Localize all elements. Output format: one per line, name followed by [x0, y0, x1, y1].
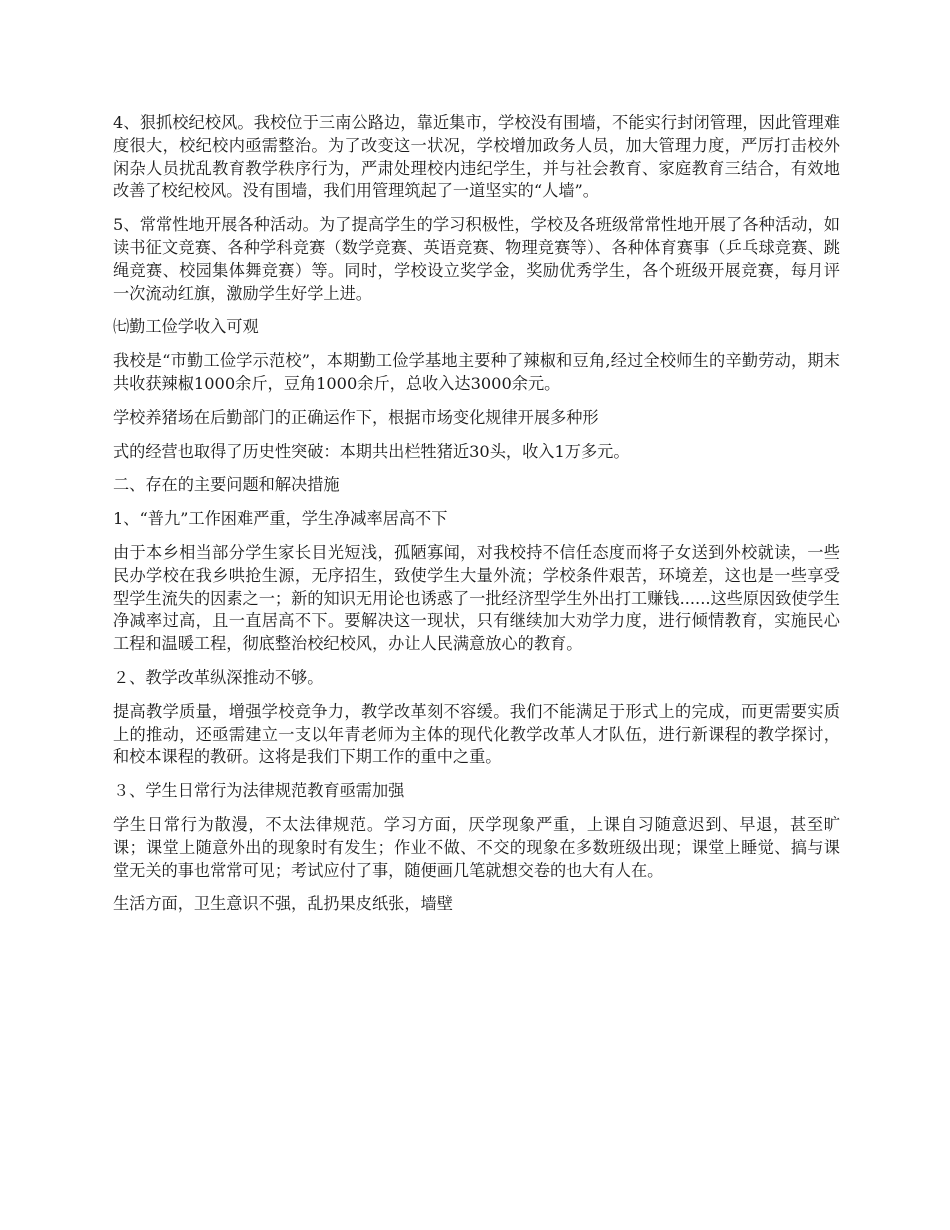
paragraph-hygiene: 生活方面，卫生意识不强，乱扔果皮纸张，墙壁 [113, 894, 453, 914]
heading-problem-1: 1、“普九”工作困难严重，学生净减率居高不下 [113, 509, 448, 529]
heading-work-study: ㈦勤工俭学收入可观 [113, 317, 259, 337]
heading-problem-3: ３、学生日常行为法律规范教育亟需加强 [113, 781, 405, 801]
paragraph-work-study-base: 我校是“市勤工俭学示范校”，本期勤工俭学基地主要种了辣椒和豆角,经过全校师生的辛勤劳动，期末共收获辣椒1000余斤，豆角1000余斤，总收入达3000余元。 [113, 351, 840, 393]
paragraph-problem-1: 由于本乡相当部分学生家长目光短浅，孤陋寡闻，对我校持不信任态度而将子女送到外校就读，一些民办学校在我乡哄抢生源，无序招生，致使学生大量外流；学校条件艰苦，环境差，这也是一些享受型学生流失的因素之一；新的知识无用论也诱惑了一批经济型学生外出打工赚钱......这些原因致使学生净减率过高，且一直居高不下。要解决这一现状，只有继续加大劝学力度，进行倾情教育，实施民心工程和温暖工程，彻底整治校纪校风，办让人民满意放心的教育。 [113, 542, 840, 654]
paragraph-problem-2: 提高教学质量，增强学校竞争力，教学改革刻不容缓。我们不能满足于形式上的完成，而更需要实质上的推动，还亟需建立一支以年青老师为主体的现代化教学改革人才队伍，进行新课程的教学探讨，和校本课程的教研。这将是我们下期工作的重中之重。 [113, 701, 840, 767]
heading-problem-2: ２、教学改革纵深推动不够。 [113, 667, 324, 687]
paragraph-problem-3: 学生日常行为散漫，不太法律规范。学习方面，厌学现象严重，上课自习随意迟到、早退，甚至旷课；课堂上随意外出的现象时有发生；作业不做、不交的现象在多数班级出现；课堂上睡觉、搞与课堂无关的事也常常可见；考试应付了事，随便画几笔就想交卷的也大有人在。 [113, 814, 840, 880]
document-body [113, 112, 840, 927]
paragraph-discipline: 4、狠抓校纪校风。我校位于三南公路边，靠近集市，学校没有围墙，不能实行封闭管理，因此管理难度很大，校纪校内亟需整治。为了改变这一状况，学校增加政务人员，加大管理力度，严厉打击校外闲杂人员扰乱教育教学秩序行为，严肃处理校内违纪学生，并与社会教育、家庭教育三结合，有效地改善了校纪校风。没有围墙，我们用管理筑起了一道坚实的“人墙”。 [113, 113, 840, 201]
paragraph-pig-farm: 学校养猪场在后勤部门的正确运作下，根据市场变化规律开展多种形 [113, 407, 599, 427]
heading-problems: 二、存在的主要问题和解决措施 [113, 475, 340, 495]
paragraph-activities: 5、常常性地开展各种活动。为了提高学生的学习积极性，学校及各班级常常性地开展了各种活动，如读书征文竞赛、各种学科竞赛（数学竞赛、英语竞赛、物理竞赛等）、各种体育赛事（乒乓球竞赛、跳绳竞赛、校园集体舞竞赛）等。同时，学校设立奖学金，奖励优秀学生，各个班级开展竞赛，每月评一次流动红旗，激励学生好学上进。 [113, 215, 840, 303]
paragraph-pig-farm-result: 式的经营也取得了历史性突破：本期共出栏牲猪近30头，收入1万多元。 [113, 441, 630, 461]
